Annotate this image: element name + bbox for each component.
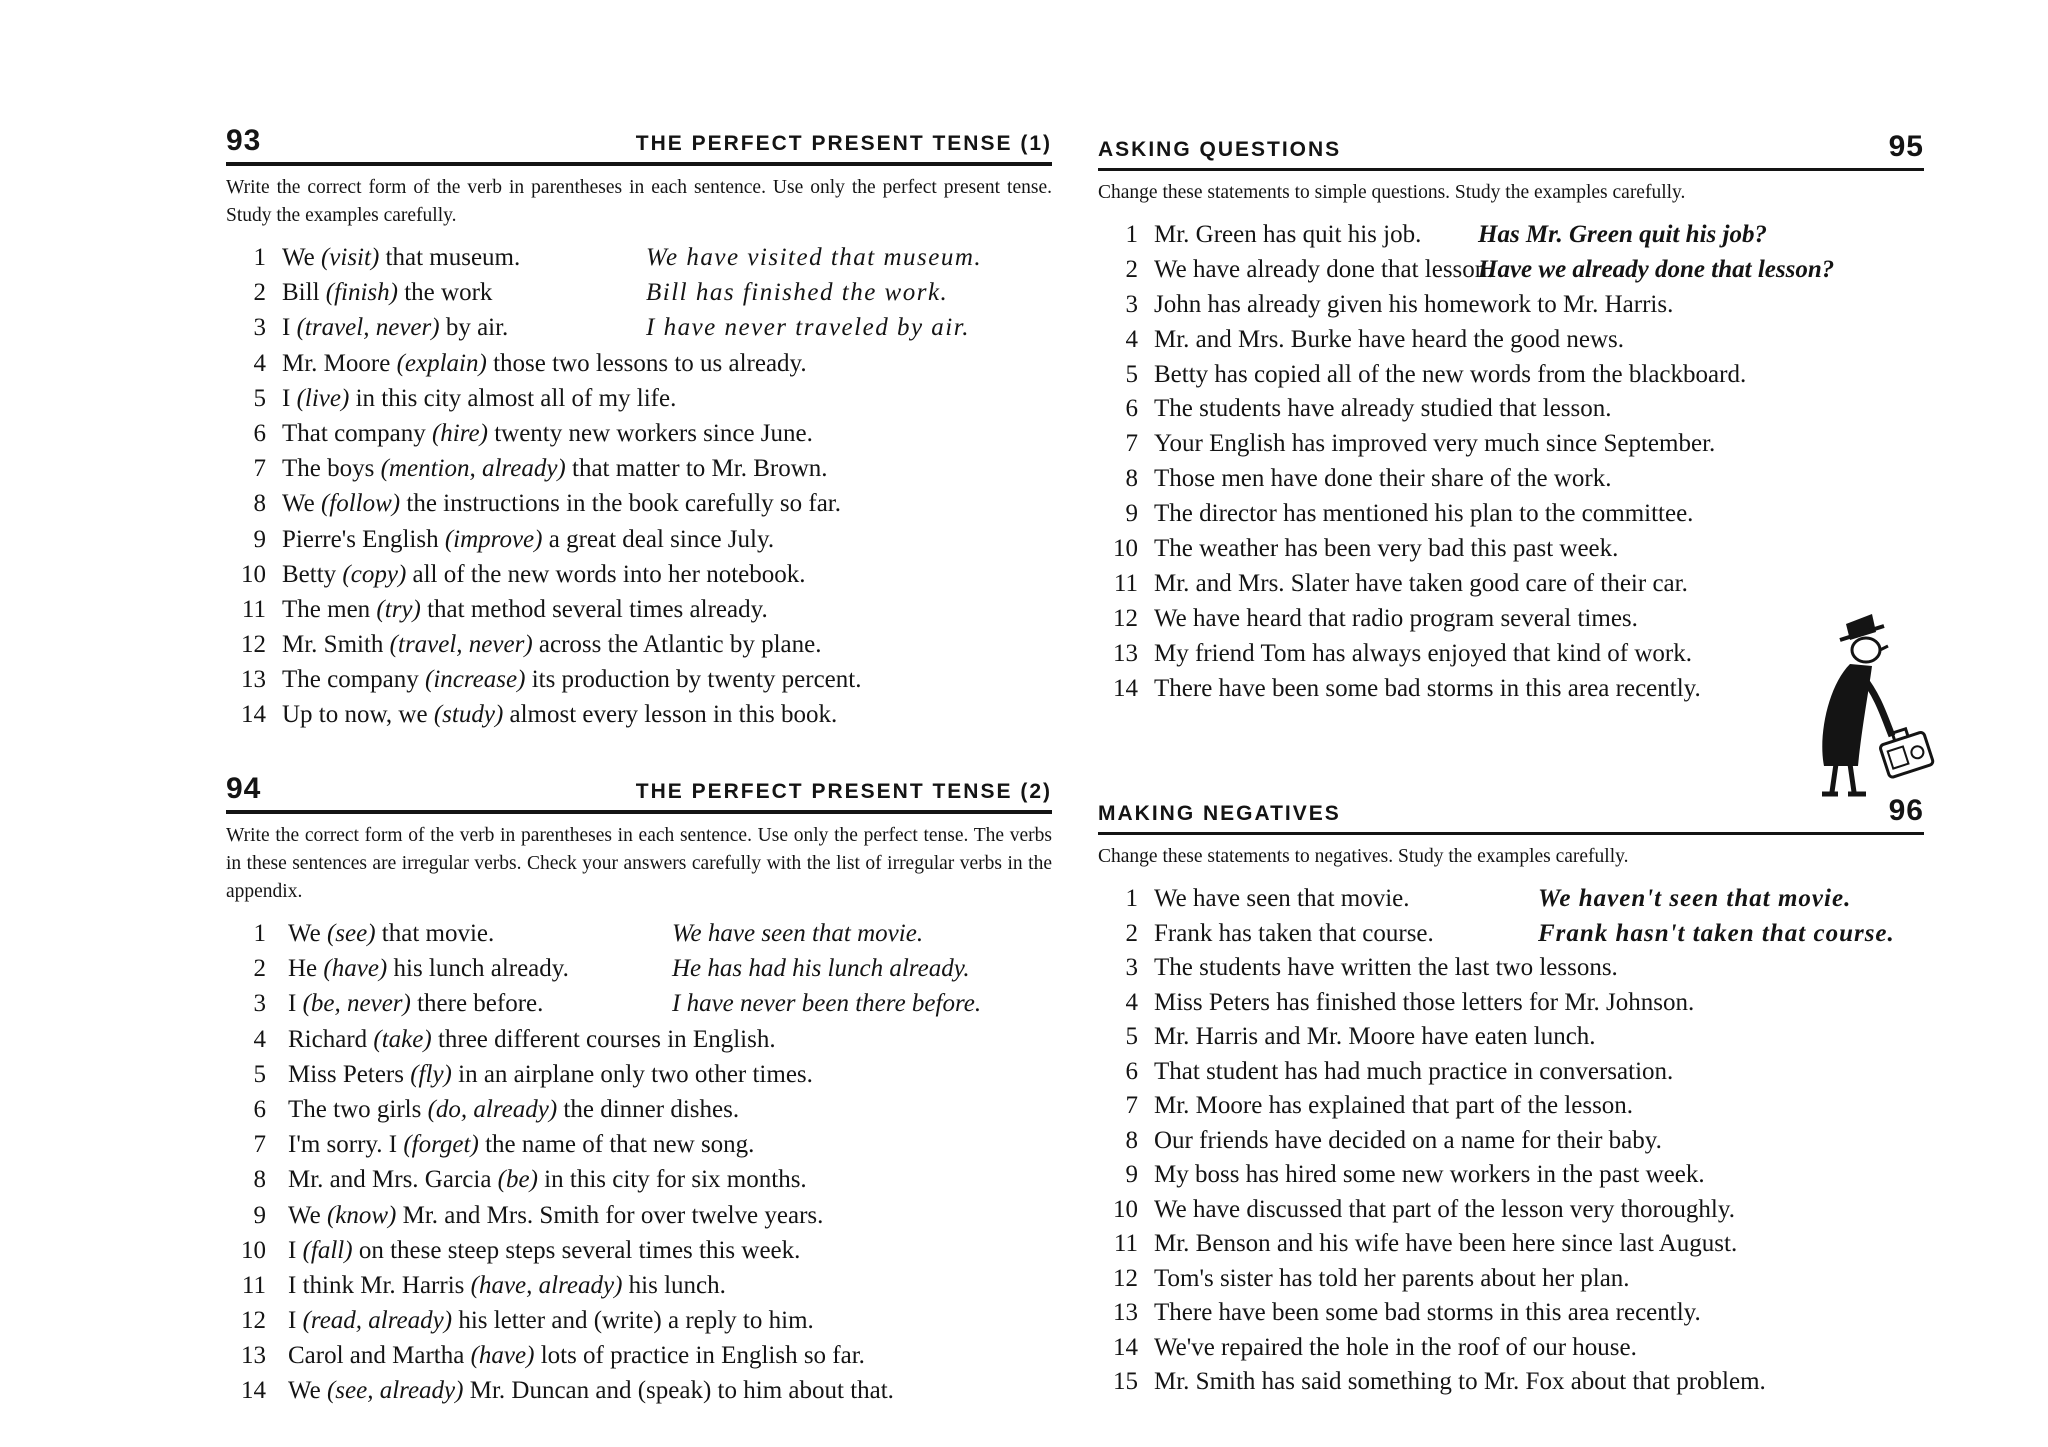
list-item (1098, 465, 1924, 500)
item-sentence: Your English has improved very much since September. (1154, 430, 1716, 458)
verb-hint: (take) (373, 1025, 432, 1053)
list-item (1098, 1196, 1924, 1231)
sentence-end: its production by twenty percent. (525, 666, 862, 694)
item-sentence: We've repaired the hole in the roof of our house. (1154, 1333, 1637, 1361)
item-number: 11 (241, 595, 266, 623)
item-number: 6 (1125, 1057, 1138, 1085)
sentence-start: That company (282, 419, 432, 447)
list-item (1098, 395, 1924, 430)
sentence-end: that museum. (379, 244, 521, 271)
verb-hint: (copy) (342, 560, 407, 588)
item-number: 1 (253, 920, 266, 947)
item-sentence: Mr. Moore has explained that part of the lesson. (1154, 1092, 1634, 1119)
verb-hint: (improve) (444, 525, 543, 553)
list-item (226, 1061, 1052, 1096)
list-item (226, 490, 1052, 525)
list-item (1098, 989, 1924, 1024)
item-number: 14 (241, 701, 266, 729)
item-number: 12 (1113, 1264, 1138, 1292)
verb-hint: (forget) (403, 1131, 479, 1159)
lesson-instruction: Change these statements to negatives. Study the examples carefully. (1098, 846, 1629, 867)
item-number: 4 (1125, 988, 1138, 1016)
list-item (1098, 256, 1924, 291)
item-number: 8 (253, 1166, 266, 1194)
verb-hint: (be) (497, 1166, 538, 1194)
lesson-instruction: Write the correct form of the verb in parentheses in each sentence. Use only the perfect present tense. Study the examples carefully. (226, 177, 1052, 226)
list-item (226, 526, 1052, 561)
item-number: 13 (1113, 1299, 1138, 1326)
verb-hint: (finish) (325, 279, 398, 307)
list-item (226, 1307, 1052, 1342)
item-number: 8 (253, 490, 266, 518)
verb-hint: (explain) (396, 349, 487, 377)
item-number: 12 (241, 631, 266, 659)
list-item (226, 350, 1052, 385)
item-number: 11 (241, 1271, 266, 1299)
item-number: 12 (1113, 604, 1138, 632)
item-sentence: We have seen that movie. (1154, 885, 1410, 912)
item-sentence (288, 1342, 865, 1370)
verb-hint: (study) (433, 701, 504, 729)
sentence-start: I (282, 384, 297, 412)
list-item (226, 955, 1052, 990)
lesson-title: THE PERFECT PRESENT TENSE (1) (635, 132, 1052, 155)
verb-hint: (have) (470, 1342, 535, 1370)
list-item (226, 1272, 1052, 1307)
list-item (1098, 920, 1924, 955)
verb-hint: (travel, never) (389, 631, 533, 659)
item-number: 14 (241, 1377, 266, 1405)
sentence-start: The men (282, 595, 377, 623)
list-item (1098, 954, 1924, 989)
verb-hint: (visit) (320, 244, 380, 271)
sentence-end: across the Atlantic by plane. (532, 631, 822, 659)
sentence-end: those two lessons to us already. (486, 349, 807, 377)
item-number: 13 (241, 666, 266, 694)
sentence-end: lots of practice in English so far. (534, 1342, 865, 1370)
item-sentence (288, 1096, 739, 1124)
sentence-start: Carol and Martha (288, 1342, 471, 1370)
item-sentence: Tom's sister has told her parents about her plan. (1154, 1264, 1630, 1292)
item-sentence (282, 631, 821, 659)
sentence-end: Mr. and Mrs. Smith for over twelve years. (396, 1201, 824, 1229)
verb-hint: (read, already) (302, 1307, 453, 1335)
sentence-end: his lunch. (622, 1271, 726, 1299)
sentence-end: almost every lesson in this book. (503, 701, 838, 729)
item-sentence: Miss Peters has finished those letters for Mr. Johnson. (1154, 988, 1695, 1016)
sentence-start: He (288, 955, 324, 983)
item-number: 5 (1125, 1023, 1138, 1050)
verb-hint: (travel, never) (296, 314, 440, 342)
item-number: 7 (1125, 430, 1138, 458)
verb-hint: (fly) (410, 1060, 452, 1088)
item-number: 3 (1125, 290, 1138, 318)
item-number: 13 (1113, 639, 1138, 667)
item-number: 9 (1125, 1161, 1138, 1188)
lesson-96 (1098, 788, 1924, 1403)
list-item (226, 1026, 1052, 1061)
item-number: 10 (241, 560, 266, 588)
list-item (1098, 1092, 1924, 1127)
item-number: 13 (241, 1342, 266, 1370)
item-number: 10 (241, 1236, 266, 1264)
sentence-start: I (288, 1236, 303, 1264)
sentence-end: all of the new words into her notebook. (406, 560, 806, 588)
sentence-end: his letter and (write) a reply to him. (452, 1307, 814, 1335)
sentence-end: the work (397, 279, 493, 307)
item-sentence: My boss has hired some new workers in the past week. (1154, 1161, 1705, 1188)
lesson-number: 95 (1888, 130, 1924, 163)
item-sentence (288, 990, 543, 1018)
item-number: 1 (1125, 885, 1138, 912)
sentence-start: Mr. Smith (282, 631, 390, 659)
item-number: 5 (253, 384, 266, 412)
lesson-header (226, 118, 1052, 166)
list-item (1098, 535, 1924, 570)
item-sentence (282, 596, 768, 624)
sentence-end: on these steep steps several times this week. (352, 1236, 801, 1264)
verb-hint: (be, never) (302, 990, 411, 1018)
item-number: 11 (1113, 569, 1138, 597)
list-item (1098, 570, 1924, 605)
lesson-number: 96 (1888, 794, 1924, 827)
item-number: 2 (1125, 255, 1138, 283)
item-sentence: That student has had much practice in conversation. (1154, 1057, 1674, 1085)
list-item (226, 385, 1052, 420)
sentence-start: We (288, 1201, 327, 1229)
list-item (226, 420, 1052, 455)
sentence-start: I (288, 1307, 303, 1335)
example-answer: We have seen that movie. (672, 920, 924, 947)
list-item (226, 1342, 1052, 1377)
list-item (1098, 1127, 1924, 1162)
item-sentence: Mr. Smith has said something to Mr. Fox about that problem. (1154, 1368, 1766, 1395)
lesson-93 (226, 118, 1052, 737)
list-item (1098, 291, 1924, 326)
list-item (226, 314, 1052, 349)
verb-hint: (do, already) (427, 1095, 558, 1123)
item-number: 8 (1125, 1126, 1138, 1154)
list-item (1098, 1299, 1924, 1334)
verb-hint: (try) (376, 595, 421, 623)
item-number: 3 (253, 314, 266, 342)
item-number: 6 (253, 419, 266, 447)
example-answer: Have we already done that lesson? (1478, 255, 1835, 283)
item-number: 2 (253, 279, 266, 307)
item-sentence (288, 1166, 807, 1194)
list-item (226, 1131, 1052, 1166)
sentence-start: The two girls (288, 1095, 428, 1123)
item-sentence: John has already given his homework to Mr. Harris. (1154, 290, 1674, 318)
list-item (1098, 361, 1924, 396)
sentence-end: in this city for six months. (537, 1166, 807, 1194)
item-sentence (282, 490, 841, 518)
list-item (1098, 1265, 1924, 1300)
item-sentence (282, 279, 492, 307)
sentence-start: Bill (282, 279, 326, 307)
item-sentence: Those men have done their share of the work. (1154, 465, 1612, 493)
sentence-end: twenty new workers since June. (487, 419, 813, 447)
item-sentence: The students have already studied that lesson. (1154, 395, 1612, 423)
verb-hint: (see) (326, 920, 376, 947)
item-number: 6 (253, 1095, 266, 1123)
lesson-94 (226, 766, 1052, 1413)
list-item (226, 1166, 1052, 1201)
verb-hint: (follow) (320, 490, 401, 518)
verb-hint: (have) (323, 955, 388, 983)
item-number: 15 (1113, 1368, 1138, 1395)
sentence-end: that matter to Mr. Brown. (565, 455, 828, 483)
list-item (226, 279, 1052, 314)
list-item (1098, 1368, 1924, 1403)
list-item (1098, 221, 1924, 256)
list-item (226, 596, 1052, 631)
lesson-number: 94 (226, 772, 262, 805)
item-sentence (282, 666, 861, 694)
item-sentence (282, 526, 774, 554)
list-item (226, 1237, 1052, 1272)
item-number: 6 (1125, 395, 1138, 423)
list-item (1098, 500, 1924, 535)
sentence-start: Betty (282, 560, 343, 588)
sentence-end: that method several times already. (420, 595, 768, 623)
lesson-title: THE PERFECT PRESENT TENSE (2) (635, 780, 1052, 803)
example-answer: We have visited that museum. (646, 244, 983, 271)
verb-hint: (increase) (425, 666, 526, 694)
list-item (226, 1096, 1052, 1131)
example-answer: I have never traveled by air. (646, 314, 970, 342)
item-sentence (282, 385, 676, 413)
item-number: 1 (253, 244, 266, 271)
sentence-start: We (282, 490, 321, 518)
item-number: 5 (253, 1060, 266, 1088)
item-sentence (288, 1377, 894, 1405)
sentence-start: The company (282, 666, 426, 694)
sentence-start: I (282, 314, 297, 342)
item-number: 1 (1125, 221, 1138, 248)
list-item (226, 1202, 1052, 1237)
item-sentence: The weather has been very bad this past week. (1154, 535, 1619, 563)
item-sentence (282, 350, 807, 378)
sentence-start: Up to now, we (282, 701, 434, 729)
list-item (226, 1377, 1052, 1412)
sentence-end: in this city almost all of my life. (349, 384, 677, 412)
exercise-list (226, 244, 1052, 737)
item-number: 10 (1113, 535, 1138, 563)
sentence-end: that movie. (375, 920, 495, 947)
list-item (226, 666, 1052, 701)
item-sentence (288, 920, 494, 948)
verb-hint: (see, already) (326, 1377, 464, 1405)
item-sentence: There have been some bad storms in this area recently. (1154, 674, 1701, 702)
list-item (226, 455, 1052, 490)
sentence-start: Miss Peters (288, 1060, 411, 1088)
sentence-end: by air. (439, 314, 509, 342)
list-item (1098, 1058, 1924, 1093)
sentence-end: three different courses in English. (431, 1025, 776, 1053)
example-answer: He has had his lunch already. (672, 955, 970, 983)
item-sentence (288, 1026, 776, 1054)
example-answer: Bill has finished the work. (646, 279, 949, 307)
item-number: 11 (1113, 1230, 1138, 1257)
sentence-end: the name of that new song. (478, 1131, 755, 1159)
sentence-start: The boys (282, 455, 381, 483)
list-item (1098, 885, 1924, 920)
sentence-end: there before. (410, 990, 544, 1018)
sentence-start: Mr. and Mrs. Garcia (288, 1166, 498, 1194)
lesson-title: ASKING QUESTIONS (1098, 138, 1342, 161)
item-sentence (288, 1202, 823, 1230)
lesson-header (1098, 124, 1924, 171)
item-number: 7 (253, 1131, 266, 1159)
item-number: 2 (253, 955, 266, 983)
item-number: 14 (1113, 1333, 1138, 1361)
sentence-start: Mr. Moore (282, 349, 397, 377)
item-sentence (282, 420, 813, 448)
item-sentence: The director has mentioned his plan to the committee. (1154, 500, 1694, 528)
item-sentence: Betty has copied all of the new words from the blackboard. (1154, 360, 1747, 388)
item-sentence: Mr. and Mrs. Slater have taken good care of their car. (1154, 569, 1688, 597)
sentence-end: his lunch already. (387, 955, 569, 983)
sentence-start: I (288, 990, 303, 1018)
item-sentence (282, 455, 828, 483)
list-item (1098, 326, 1924, 361)
item-sentence (288, 1307, 814, 1335)
example-answer: Has Mr. Green quit his job? (1478, 221, 1767, 248)
item-sentence: My friend Tom has always enjoyed that kind of work. (1154, 639, 1692, 667)
list-item (1098, 1161, 1924, 1196)
item-sentence (288, 1237, 800, 1265)
lesson-header (226, 766, 1052, 814)
verb-hint: (have, already) (470, 1271, 623, 1299)
example-answer: Frank hasn't taken that course. (1538, 919, 1895, 947)
sentence-start: I'm sorry. I (288, 1131, 404, 1159)
sentence-end: the instructions in the book carefully so far. (400, 490, 841, 518)
exercise-list (226, 920, 1052, 1413)
item-sentence: We have discussed that part of the lesson very thoroughly. (1154, 1195, 1735, 1223)
sentence-start: We (288, 1377, 327, 1405)
sentence-start: Richard (288, 1025, 374, 1053)
item-sentence: Mr. Green has quit his job. (1154, 221, 1422, 248)
item-number: 3 (253, 990, 266, 1018)
item-number: 3 (1125, 954, 1138, 981)
verb-hint: (live) (296, 384, 350, 412)
item-number: 7 (253, 455, 266, 483)
item-sentence (288, 1061, 813, 1089)
item-number: 9 (253, 1201, 266, 1229)
item-sentence: Our friends have decided on a name for their baby. (1154, 1126, 1662, 1154)
item-number: 2 (1125, 919, 1138, 947)
verb-hint: (know) (326, 1201, 397, 1229)
list-item (226, 561, 1052, 596)
lesson-number: 93 (226, 124, 262, 157)
verb-hint: (hire) (431, 419, 488, 447)
item-sentence: We have already done that lesson. (1154, 255, 1494, 283)
item-sentence: The students have written the last two lessons. (1154, 954, 1618, 981)
item-number: 10 (1113, 1195, 1138, 1223)
item-sentence (288, 1131, 754, 1159)
lesson-instruction: Change these statements to simple questions. Study the examples carefully. (1098, 182, 1686, 203)
sentence-end: in an airplane only two other times. (451, 1060, 813, 1088)
list-item (226, 920, 1052, 955)
lesson-title: MAKING NEGATIVES (1098, 802, 1341, 825)
sentence-start: I think Mr. Harris (288, 1271, 471, 1299)
list-item (1098, 1334, 1924, 1369)
item-sentence (282, 561, 805, 589)
sentence-start: We (288, 920, 327, 947)
item-sentence (288, 1272, 726, 1300)
example-answer: We haven't seen that movie. (1538, 885, 1852, 912)
item-number: 4 (1125, 325, 1138, 353)
sentence-end: the dinner dishes. (557, 1095, 740, 1123)
item-number: 4 (253, 1025, 266, 1053)
item-number: 7 (1125, 1092, 1138, 1119)
item-sentence: There have been some bad storms in this area recently. (1154, 1299, 1701, 1326)
exercise-list (1098, 885, 1924, 1403)
item-sentence: We have heard that radio program several times. (1154, 604, 1638, 632)
list-item (1098, 430, 1924, 465)
list-item (1098, 1023, 1924, 1058)
item-number: 12 (241, 1307, 266, 1335)
lesson-instruction: Write the correct form of the verb in parentheses in each sentence. Use only the perfect tense. The verbs in these sentences are irregular verbs. Check your answers carefully with the list of irregular verbs in the appendix. (226, 825, 1052, 902)
item-sentence (282, 314, 508, 342)
item-sentence (288, 955, 569, 983)
item-sentence: Mr. and Mrs. Burke have heard the good news. (1154, 325, 1625, 353)
item-number: 8 (1125, 465, 1138, 493)
item-sentence (282, 701, 837, 729)
item-number: 9 (1125, 500, 1138, 528)
list-item (226, 631, 1052, 666)
sentence-end: Mr. Duncan and (speak) to him about that. (463, 1377, 894, 1405)
item-number: 4 (253, 349, 266, 377)
verb-hint: (fall) (302, 1236, 353, 1264)
sentence-start: Pierre's English (282, 525, 445, 553)
example-answer: I have never been there before. (672, 990, 982, 1018)
list-item (226, 701, 1052, 736)
item-number: 9 (253, 525, 266, 553)
sentence-start: We (282, 244, 321, 271)
item-sentence: Mr. Harris and Mr. Moore have eaten lunch. (1154, 1023, 1596, 1050)
verb-hint: (mention, already) (380, 455, 566, 483)
list-item (226, 990, 1052, 1025)
item-number: 14 (1113, 674, 1138, 702)
item-sentence (282, 244, 520, 272)
item-sentence: Frank has taken that course. (1154, 919, 1434, 947)
sentence-end: a great deal since July. (542, 525, 775, 553)
item-sentence: Mr. Benson and his wife have been here since last August. (1154, 1230, 1738, 1257)
list-item (1098, 1230, 1924, 1265)
list-item (226, 244, 1052, 279)
man-with-suitcase-icon (1788, 606, 1938, 806)
item-number: 5 (1125, 360, 1138, 388)
